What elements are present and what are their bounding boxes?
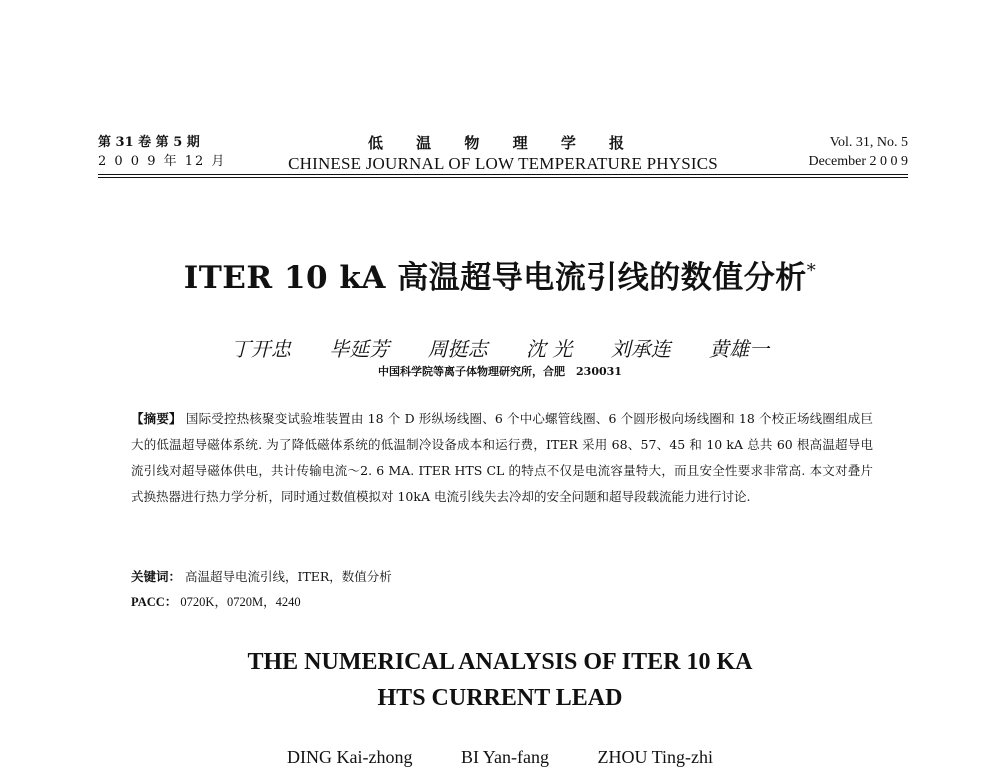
pacc-label: PACC： xyxy=(131,595,178,609)
author-en: DING Kai-zhong xyxy=(287,747,413,767)
author-en: BI Yan-fang xyxy=(460,747,549,767)
header-center xyxy=(98,133,908,174)
author-cn: 黄雄一 xyxy=(709,337,770,361)
journal-header xyxy=(98,133,908,177)
journal-name-cn: 低 温 物 理 学 报 xyxy=(367,134,639,152)
volume-cn: 第 31 卷 第 5 期 xyxy=(98,135,200,150)
authors-en xyxy=(0,747,1000,768)
author-en: ZHOU Ting-zhi xyxy=(597,747,713,767)
authors-cn xyxy=(0,333,1000,362)
pacc xyxy=(131,590,873,614)
title-en-line: THE NUMERICAL ANALYSIS OF ITER 10 KA xyxy=(247,649,753,675)
title-footnote-mark: * xyxy=(806,260,817,282)
paper-title-en xyxy=(0,644,1000,716)
pacc-text: 0720K，0720M，4240 xyxy=(180,595,301,609)
date-cn: 2 0 0 9 年 12 月 xyxy=(98,154,227,169)
header-rule xyxy=(98,177,908,178)
author-cn: 周挺志 xyxy=(427,337,488,361)
abstract-label: 【摘要】 xyxy=(131,411,182,426)
keywords-text: 高温超导电流引线，ITER，数值分析 xyxy=(185,569,392,584)
header-rule xyxy=(98,174,908,175)
date-en: December 2 0 0 9 xyxy=(808,154,908,169)
journal-name-en: CHINESE JOURNAL OF LOW TEMPERATURE PHYSICS xyxy=(288,154,718,173)
author-cn: 沈 光 xyxy=(526,337,573,361)
paper-title-cn xyxy=(0,252,1000,297)
keywords xyxy=(131,565,873,589)
author-cn: 毕延芳 xyxy=(329,337,390,361)
abstract-cn xyxy=(131,406,873,510)
author-cn: 丁开忠 xyxy=(230,337,291,361)
keywords-label: 关键词： xyxy=(131,569,182,584)
author-cn: 刘承连 xyxy=(610,337,671,361)
title-text: ITER 10 kA 高温超导电流引线的数值分析 xyxy=(183,260,807,296)
volume-en: Vol. 31, No. 5 xyxy=(829,135,908,150)
header-right xyxy=(808,133,908,171)
affiliation-cn: 中国科学院等离子体物理研究所，合肥 230031 xyxy=(378,365,622,378)
abstract-text: 国际受控热核聚变试验堆装置由 18 个 D 形纵场线圈、6 个中心螺管线圈、6 个圆形极向场线圈和 18 个校正场线圈组成巨大的低温超导磁体系统. 为了降低磁体系统的低温制冷设备成本和运行费，ITER 采用 68、57、45 和 10 kA 总共 60 根高温超导电流引线对超导磁体供电，共计传输电流～2. 6 MA. ITER HTS CL 的特点不仅是电流容量特大，而且安全性要求非常高. 本文对叠片式换热器进行热力学分析，同时通过数值模拟对 10kA 电流引线失去冷却的安全问题和超导段载流能力进行讨论. xyxy=(131,411,873,504)
title-en-line: HTS CURRENT LEAD xyxy=(377,685,623,711)
